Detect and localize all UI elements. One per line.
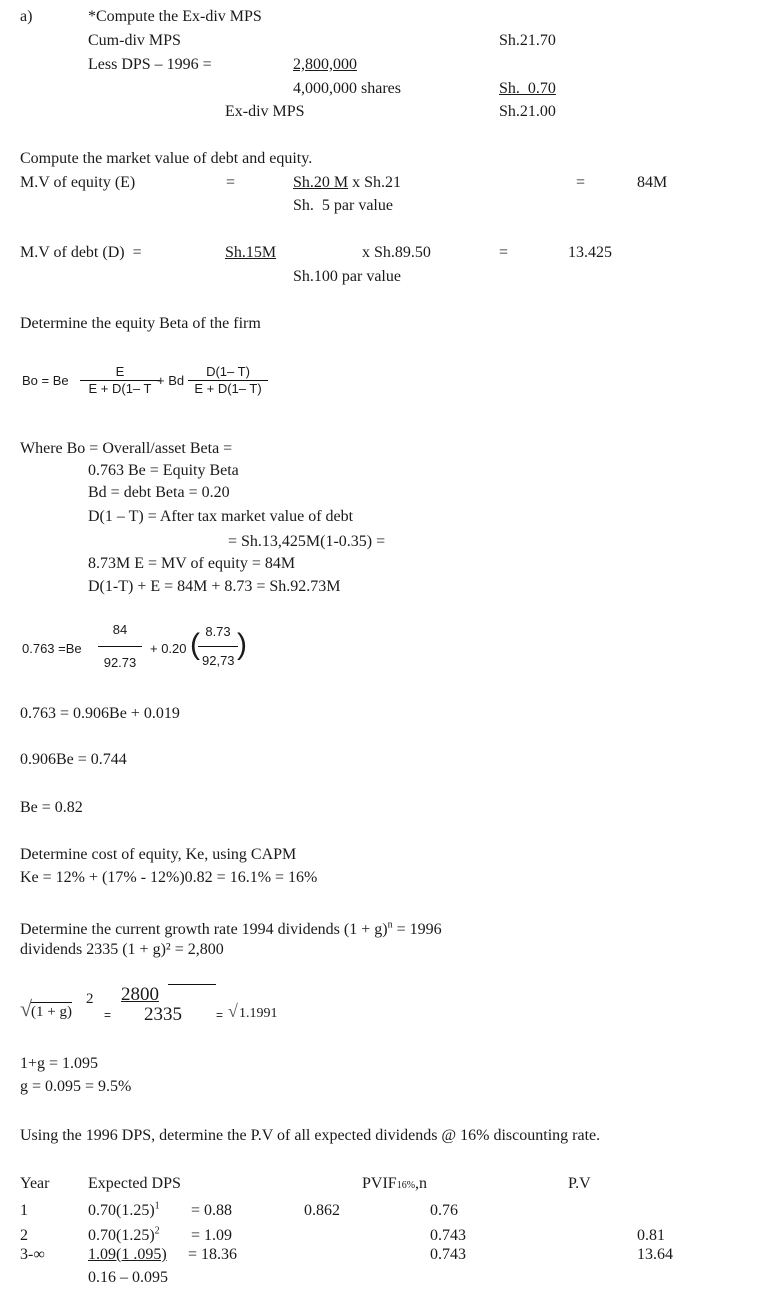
beta-fraction-1-num: E xyxy=(80,364,160,381)
beta-fraction-2-den: E + D(1– T) xyxy=(194,381,262,396)
section-label: a) xyxy=(20,8,33,25)
capm-heading: Determine cost of equity, Ke, using CAPM xyxy=(20,846,297,863)
row-1-dps-base: 0.70(1.25) xyxy=(88,1202,155,1219)
pvif-subscript: 16% xyxy=(396,1180,416,1191)
less-dps-label: Less DPS – 1996 = xyxy=(88,56,212,73)
row-2-dps xyxy=(88,1227,160,1245)
row-2-pv: 0.81 xyxy=(637,1227,665,1244)
growth-heading-text: Determine the current growth rate 1994 dividends (1 + g) xyxy=(20,921,388,938)
row-2-dps-exp: 2 xyxy=(154,1225,160,1237)
beta-fraction-2-num: D(1– T) xyxy=(188,364,268,381)
where-line-2: Bd = debt Beta = 0.20 xyxy=(88,484,230,501)
debt-numerator: Sh.15M xyxy=(225,244,277,261)
debt-denominator: Sh.100 par value xyxy=(293,268,401,285)
where-line-6: D(1-T) + E = 84M + 8.73 = Sh.92.73M xyxy=(88,578,341,595)
equity-equals: = xyxy=(226,174,236,191)
cum-div-value: Sh.21.70 xyxy=(499,32,556,49)
where-line-3: D(1 – T) = After tax market value of debt xyxy=(88,508,354,525)
header-expected-dps: Expected DPS xyxy=(88,1175,181,1192)
cum-div-label: Cum-div MPS xyxy=(88,32,181,49)
row-1-dps xyxy=(88,1202,160,1220)
sqrt-icon-2: √ xyxy=(228,1001,238,1021)
step-2: 0.906Be = 0.744 xyxy=(20,751,127,768)
row-2-year: 2 xyxy=(20,1227,28,1244)
right-paren: ) xyxy=(237,628,247,661)
row-3-dps-num: 1.09(1 .095) xyxy=(88,1246,167,1263)
growth-heading-end: = 1996 xyxy=(392,921,442,938)
growth-heading-line-2: dividends 2335 (1 + g)² = 2,800 xyxy=(20,941,224,958)
equity-label: M.V of equity (E) xyxy=(20,174,136,191)
beta-fraction-2 xyxy=(188,364,268,397)
beta-formula-mid: + Bd xyxy=(157,373,185,388)
step-3: Be = 0.82 xyxy=(20,799,83,816)
equity-numerator: Sh.20 M xyxy=(293,174,349,191)
beta-fraction-1 xyxy=(80,364,160,397)
row-3-year: 3-∞ xyxy=(20,1246,45,1263)
substitution-fraction-2 xyxy=(198,624,238,669)
pv-heading: Using the 1996 DPS, determine the P.V of all expected dividends @ 16% discounting rate. xyxy=(20,1127,601,1144)
sqrt-base: (1 + g) xyxy=(31,1004,72,1020)
equity-result: 84M xyxy=(637,174,668,191)
row-1-dps-result: = 0.88 xyxy=(191,1202,233,1219)
market-value-heading: Compute the market value of debt and equity. xyxy=(20,150,313,167)
growth-result-1: 1+g = 1.095 xyxy=(20,1055,99,1072)
dps-value: Sh. 0.70 xyxy=(499,80,556,97)
row-3-pv: 13.64 xyxy=(637,1246,673,1263)
substitution-fraction-1-den: 92.73 xyxy=(103,655,137,670)
growth-numerator: 2800 xyxy=(121,984,159,1005)
beta-heading: Determine the equity Beta of the firm xyxy=(20,315,261,332)
row-1-extra: 0.862 xyxy=(304,1202,340,1219)
header-year: Year xyxy=(20,1175,50,1192)
substitution-fraction-1 xyxy=(98,622,142,671)
where-line-1: 0.763 Be = Equity Beta xyxy=(88,462,239,479)
dps-denominator: 4,000,000 shares xyxy=(293,80,401,97)
equity-formula xyxy=(293,174,401,192)
dps-numerator: 2,800,000 xyxy=(293,56,357,73)
equity-denominator: Sh. 5 par value xyxy=(293,197,393,214)
growth-heading-sup: n xyxy=(387,919,393,931)
header-pvif xyxy=(362,1175,427,1195)
growth-fraction-bar xyxy=(168,984,216,985)
beta-fraction-1-den: E + D(1– T xyxy=(88,381,152,396)
debt-equals: = xyxy=(499,244,509,261)
section-title: *Compute the Ex-div MPS xyxy=(88,8,262,25)
equity-equals-2: = xyxy=(576,174,586,191)
row-1-pvif: 0.76 xyxy=(430,1202,458,1219)
row-3-dps-den: 0.16 – 0.095 xyxy=(88,1269,168,1286)
equity-multiplier: x Sh.21 xyxy=(348,174,402,191)
substitution-mid: + 0.20 xyxy=(150,641,187,656)
substitution-lhs: 0.763 =Be xyxy=(22,641,82,656)
capm-equation: Ke = 12% + (17% - 12%)0.82 = 16.1% = 16% xyxy=(20,869,318,886)
growth-equals-1: = xyxy=(104,1008,112,1022)
step-1: 0.763 = 0.906Be + 0.019 xyxy=(20,705,180,722)
row-2-pvif: 0.743 xyxy=(430,1227,466,1244)
left-paren: ( xyxy=(190,628,200,661)
debt-label: M.V of debt (D) = xyxy=(20,244,142,261)
where-line-5: 8.73M E = MV of equity = 84M xyxy=(88,555,296,572)
debt-result: 13.425 xyxy=(568,244,612,261)
sqrt-value: 1.1991 xyxy=(239,1006,278,1021)
pvif-label: PVIF xyxy=(362,1175,397,1192)
where-line-4: = Sh.13,425M(1-0.35) = xyxy=(228,533,386,550)
growth-denominator: 2335 xyxy=(144,1004,182,1025)
growth-heading-line-1 xyxy=(20,921,442,939)
where-line-0: Where Bo = Overall/asset Beta = xyxy=(20,440,233,457)
substitution-fraction-2-den: 92,73 xyxy=(202,653,235,668)
row-2-dps-base: 0.70(1.25) xyxy=(88,1227,155,1244)
sqrt-exponent: 2 xyxy=(86,991,94,1007)
ex-div-value: Sh.21.00 xyxy=(499,103,556,120)
row-3-pvif: 0.743 xyxy=(430,1246,466,1263)
sqrt-icon: √ xyxy=(20,996,33,1021)
row-1-year: 1 xyxy=(20,1202,28,1219)
substitution-fraction-2-num: 8.73 xyxy=(198,624,238,647)
row-1-dps-exp: 1 xyxy=(154,1200,160,1212)
header-pv: P.V xyxy=(568,1175,591,1192)
debt-multiplier: x Sh.89.50 xyxy=(362,244,431,261)
row-2-dps-result: = 1.09 xyxy=(191,1227,233,1244)
row-3-dps-result: = 18.36 xyxy=(188,1246,238,1263)
sqrt-radicand xyxy=(31,1002,72,1021)
beta-formula-lhs: Bo = Be xyxy=(22,373,69,388)
substitution-fraction-1-num: 84 xyxy=(98,622,142,647)
growth-equals-2: = xyxy=(216,1008,224,1022)
ex-div-label: Ex-div MPS xyxy=(225,103,305,120)
pvif-suffix: ,n xyxy=(415,1175,428,1192)
growth-result-2: g = 0.095 = 9.5% xyxy=(20,1078,132,1095)
